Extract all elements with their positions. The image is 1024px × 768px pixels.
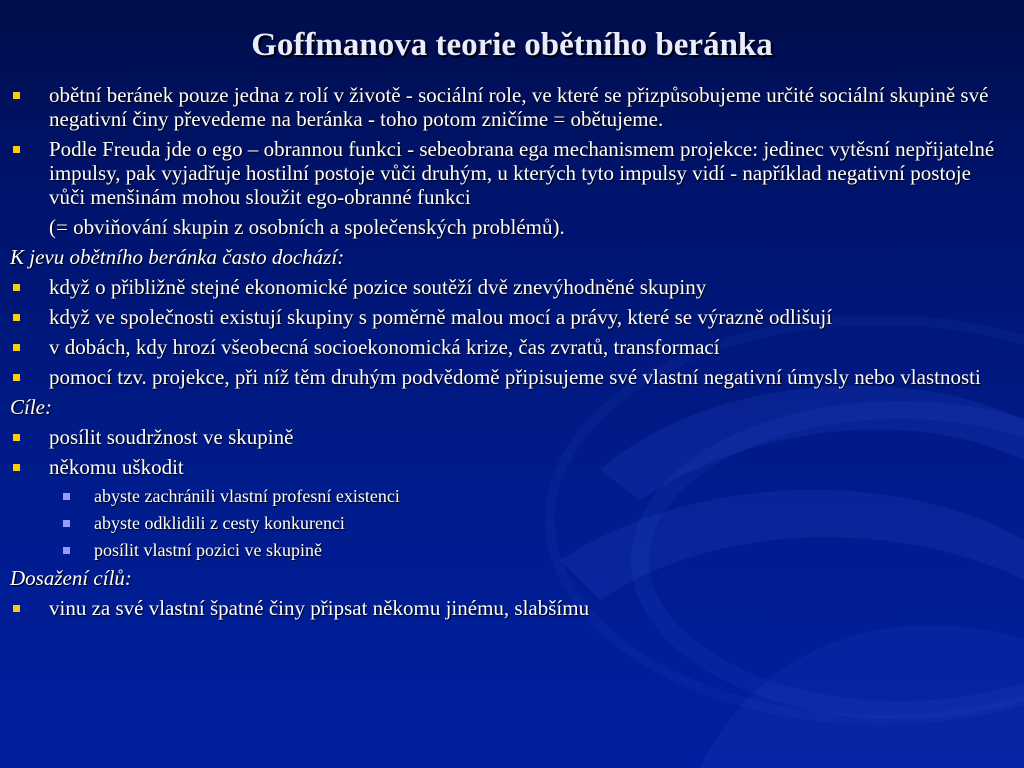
list-item — [10, 275, 1010, 299]
item-text: když o přibližně stejné ekonomické pozice soutěží dvě znevýhodněné skupiny — [49, 275, 707, 299]
list-item — [10, 596, 1010, 620]
list-item — [10, 335, 1010, 359]
item-text: abyste odklidili z cesty konkurenci — [94, 513, 345, 533]
sub-list-item — [10, 512, 1010, 534]
item-text: vinu za své vlastní špatné činy připsat někomu jinému, slabšímu — [49, 596, 590, 620]
item-text: Cíle: — [10, 395, 52, 419]
square-bullet-icon — [63, 493, 70, 500]
square-bullet-icon — [13, 284, 20, 291]
square-bullet-icon — [63, 547, 70, 554]
item-text: když ve společnosti existují skupiny s poměrně malou mocí a právy, které se výrazně odlišují — [49, 305, 833, 329]
item-text: pomocí tzv. projekce, při níž těm druhým podvědomě připisujeme své vlastní negativní úmysly nebo vlastnosti — [49, 365, 981, 389]
item-text: obětní beránek pouze jedna z rolí v životě - sociální role, ve které se přizpůsobujeme určité sociální skupině své negativní činy převedeme na beránka - toho potom zničíme = obětujeme. — [49, 83, 989, 131]
list-item — [10, 83, 1010, 131]
section-heading — [10, 245, 1010, 269]
item-text: posílit vlastní pozici ve skupině — [94, 540, 322, 560]
square-bullet-icon — [63, 520, 70, 527]
item-text: Podle Freuda jde o ego – obrannou funkci - sebeobrana ega mechanismem projekce: jedinec vytěsní nepřijatelné impulsy, pak vyjadřuje hostilní postoje vůči druhým, u kterých tyto impulsy vidí - například negativní postoje vůči menšinám mohou sloužit ego-obranné funkci — [49, 137, 995, 209]
square-bullet-icon — [13, 605, 20, 612]
square-bullet-icon — [13, 464, 20, 471]
square-bullet-icon — [13, 314, 20, 321]
list-item-continuation — [10, 215, 1010, 239]
slide-content — [10, 83, 1010, 626]
item-text: někomu uškodit — [49, 455, 184, 479]
list-item — [10, 425, 1010, 449]
square-bullet-icon — [13, 146, 20, 153]
list-item — [10, 455, 1010, 479]
section-heading — [10, 395, 1010, 419]
item-text: K jevu obětního beránka často dochází: — [10, 245, 345, 269]
sub-list-item — [10, 485, 1010, 507]
slide-title: Goffmanova teorie obětního beránka — [251, 27, 773, 63]
square-bullet-icon — [13, 434, 20, 441]
item-text: Dosažení cílů: — [10, 566, 132, 590]
list-item — [10, 365, 1010, 389]
list-item — [10, 137, 1010, 209]
item-text: (= obviňování skupin z osobních a společenských problémů). — [49, 215, 565, 239]
section-heading — [10, 566, 1010, 590]
item-text: posílit soudržnost ve skupině — [49, 425, 294, 449]
square-bullet-icon — [13, 344, 20, 351]
square-bullet-icon — [13, 92, 20, 99]
item-text: v dobách, kdy hrozí všeobecná socioekonomická krize, čas zvratů, transformací — [49, 335, 720, 359]
sub-list-item — [10, 539, 1010, 561]
item-text: abyste zachránili vlastní profesní existenci — [94, 486, 400, 506]
list-item — [10, 305, 1010, 329]
square-bullet-icon — [13, 374, 20, 381]
